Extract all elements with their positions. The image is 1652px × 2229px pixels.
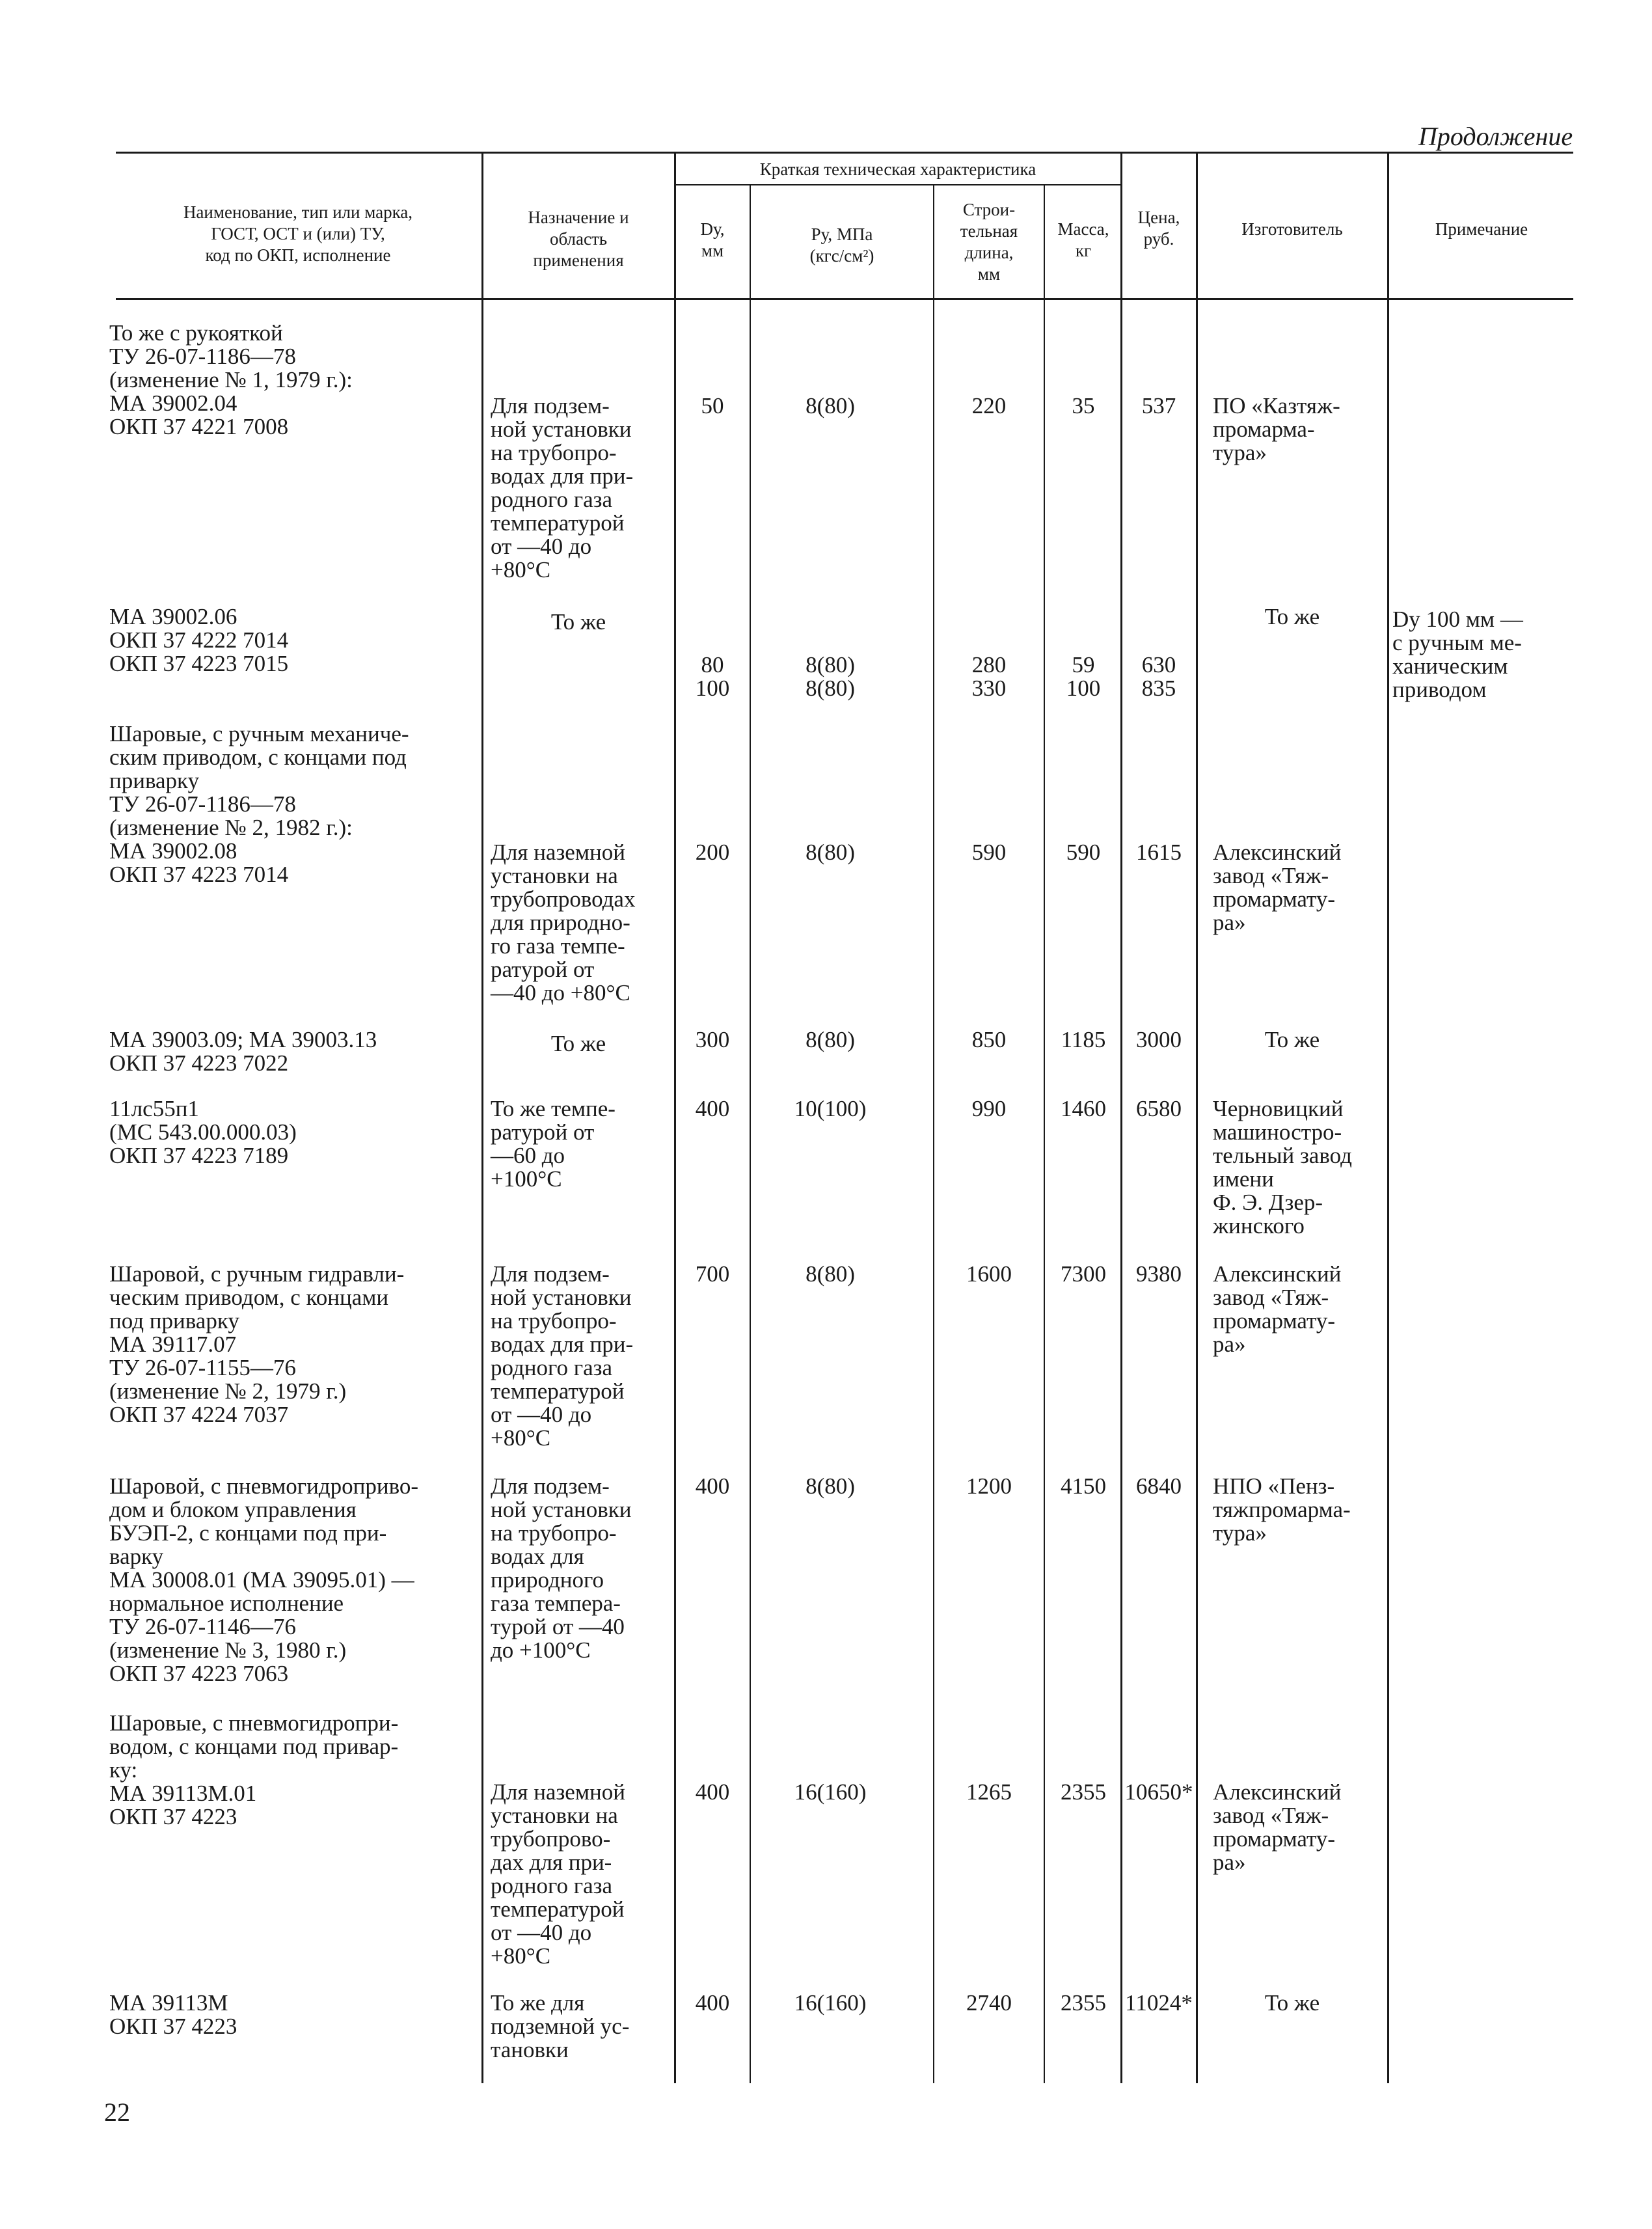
row-4-maker: То же [1264, 1027, 1320, 1052]
col-header-purpose: Назначение и область применения [528, 208, 629, 270]
row-4-mass: 1185 [1061, 1027, 1106, 1052]
table-top-rule [116, 152, 1573, 154]
row-1-maker: ПО «Казтяж- промарма- тура» [1213, 393, 1340, 465]
col-header-dy: Dу, мм [700, 219, 725, 260]
row-6-length: 1600 [966, 1261, 1012, 1287]
row-9-purpose: То же для подземной ус- тановки [491, 1990, 630, 2062]
row-6-name: Шаровой, с ручным гидравли- ческим приводом, с концами под приварку МА 39117.07 ТУ 26-07-1155—76 (изменение № 2, 1979 г.) ОКП 37 4224 7037 [109, 1261, 405, 1427]
col-header-mass: Масса, кг [1057, 219, 1109, 260]
row-8-price: 10650* [1124, 1779, 1193, 1805]
row-9-price: 11024* [1125, 1990, 1193, 2016]
row-8-py: 16(160) [794, 1779, 867, 1805]
row-3-length: 590 [971, 840, 1007, 865]
col-divider [1120, 154, 1122, 2083]
row-7-mass: 4150 [1061, 1473, 1106, 1499]
row-5-maker: Черновицкий машиностро- тельный завод имени Ф. Э. Дзер- жинского [1213, 1096, 1352, 1238]
header-bottom-rule [116, 298, 1573, 300]
row-2-purpose: То же [550, 609, 606, 635]
row-4-price: 3000 [1136, 1027, 1182, 1052]
row-6-maker: Алексинский завод «Тяж- промармату- ра» [1213, 1261, 1342, 1357]
row-3-mass: 590 [1066, 840, 1101, 865]
row-8-name: Шаровые, с пневмогидропри- водом, с концами под привар- ку: МА 39113М.01 ОКП 37 4223 [109, 1710, 399, 1829]
row-2-name: МА 39002.06 ОКП 37 4222 7014 ОКП 37 4223 7015 [109, 604, 289, 676]
col-divider [1387, 154, 1389, 2083]
row-5-length: 990 [971, 1096, 1007, 1121]
row-1-price: 537 [1141, 393, 1176, 418]
col-header-length: Строи- тельная длина, мм [960, 200, 1018, 284]
row-4-dy: 300 [695, 1027, 730, 1052]
row-2-maker: То же [1264, 604, 1320, 629]
row-5-price: 6580 [1136, 1096, 1182, 1121]
col-header-name: Наименование, тип или марка, ГОСТ, ОСТ и (или) ТУ, код по ОКП, исполнение [183, 202, 413, 265]
row-7-price: 6840 [1136, 1473, 1182, 1499]
row-6-price: 9380 [1136, 1261, 1182, 1287]
row-8-length: 1265 [966, 1779, 1012, 1805]
row-1-purpose: Для подзем- ной установки на трубопро- водах для при- родного газа температурой от —40 до +80°С [491, 393, 634, 582]
row-9-mass: 2355 [1061, 1990, 1106, 2016]
row-3-purpose: Для наземной установки на трубопроводах для природно- го газа темпе- ратурой от —40 до +80°С [491, 840, 636, 1005]
row-4-name: МА 39003.09; МА 39003.13 ОКП 37 4223 7022 [109, 1027, 377, 1076]
row-9-name: МА 39113М ОКП 37 4223 [109, 1990, 237, 2039]
col-divider [481, 154, 483, 2083]
row-7-length: 1200 [966, 1473, 1012, 1499]
row-8-mass: 2355 [1061, 1779, 1106, 1805]
row-7-py: 8(80) [806, 1473, 855, 1499]
row-6-mass: 7300 [1061, 1261, 1106, 1287]
row-1-dy: 50 [701, 393, 724, 418]
col-divider [674, 154, 676, 2083]
row-9-length: 2740 [966, 1990, 1012, 2016]
col-divider [1044, 185, 1045, 2083]
row-5-purpose: То же темпе- ратурой от —60 до +100°С [491, 1096, 616, 1192]
row-3-maker: Алексинский завод «Тяж- промармату- ра» [1213, 840, 1342, 935]
row-3-name: Шаровые, с ручным механиче- ским приводом, с концами под приварку ТУ 26-07-1186—78 (изменение № 2, 1982 г.): МА 39002.08 ОКП 37 4223 7014 [109, 721, 409, 887]
col-header-price: Цена, руб. [1137, 208, 1180, 249]
row-9-py: 16(160) [794, 1990, 867, 2016]
col-divider [750, 185, 751, 2083]
row-5-name: 11лс55п1 (МС 543.00.000.03) ОКП 37 4223 7189 [109, 1096, 297, 1168]
col-header-maker: Изготовитель [1241, 219, 1343, 239]
row-8-purpose: Для наземной установки на трубопрово- дах для при- родного газа температурой от —40 до +80°С [491, 1779, 625, 1969]
row-2-py: 8(80) 8(80) [806, 652, 855, 701]
row-1-mass: 35 [1072, 393, 1095, 418]
row-5-mass: 1460 [1061, 1096, 1106, 1121]
row-2-price: 630 835 [1141, 652, 1176, 701]
row-9-dy: 400 [695, 1990, 730, 2016]
continuation-label: Продолжение [1418, 122, 1573, 151]
row-3-py: 8(80) [806, 840, 855, 865]
row-8-dy: 400 [695, 1779, 730, 1805]
row-2-dy: 80 100 [695, 652, 730, 701]
row-6-py: 8(80) [806, 1261, 855, 1287]
row-8-maker: Алексинский завод «Тяж- промармату- ра» [1213, 1779, 1342, 1875]
col-divider [1196, 154, 1198, 2083]
col-header-tech-group: Краткая техническая характеристика [759, 159, 1036, 179]
row-5-dy: 400 [695, 1096, 730, 1121]
row-1-py: 8(80) [806, 393, 855, 418]
row-6-dy: 700 [695, 1261, 730, 1287]
row-9-maker: То же [1264, 1990, 1320, 2016]
row-3-dy: 200 [695, 840, 730, 865]
row-2-length: 280 330 [971, 652, 1007, 701]
row-2-note: Dу 100 мм — с ручным ме- ханическим приводом [1392, 607, 1523, 702]
col-divider [933, 185, 934, 2083]
group-header-rule [675, 184, 1120, 185]
row-5-py: 10(100) [794, 1096, 867, 1121]
row-4-py: 8(80) [806, 1027, 855, 1052]
row-3-price: 1615 [1136, 840, 1182, 865]
row-1-name: То же с рукояткой ТУ 26-07-1186—78 (изменение № 1, 1979 г.): МА 39002.04 ОКП 37 4221 7008 [109, 320, 353, 439]
col-header-note: Примечание [1435, 219, 1528, 239]
row-2-mass: 59 100 [1066, 652, 1101, 701]
row-4-length: 850 [971, 1027, 1007, 1052]
col-header-py: Pу, МПа (кгс/см²) [809, 225, 874, 266]
page-number: 22 [104, 2098, 130, 2127]
row-7-name: Шаровой, с пневмогидроприво- дом и блоком управления БУЭП-2, с концами под при- варку МА 30008.01 (МА 39095.01) — нормальное исполнение ТУ 26-07-1146—76 (изменение № 3, 1980 г.) ОКП 37 4223 7063 [109, 1473, 419, 1686]
row-7-maker: НПО «Пенз- тяжпромарма- тура» [1213, 1473, 1351, 1546]
row-1-length: 220 [971, 393, 1007, 418]
row-7-purpose: Для подзем- ной установки на трубопро- водах для природного газа темпера- турой от —40 до +100°С [491, 1473, 632, 1663]
row-4-purpose: То же [550, 1031, 606, 1056]
row-6-purpose: Для подзем- ной установки на трубопро- водах для при- родного газа температурой от —40 до +80°С [491, 1261, 634, 1451]
row-7-dy: 400 [695, 1473, 730, 1499]
